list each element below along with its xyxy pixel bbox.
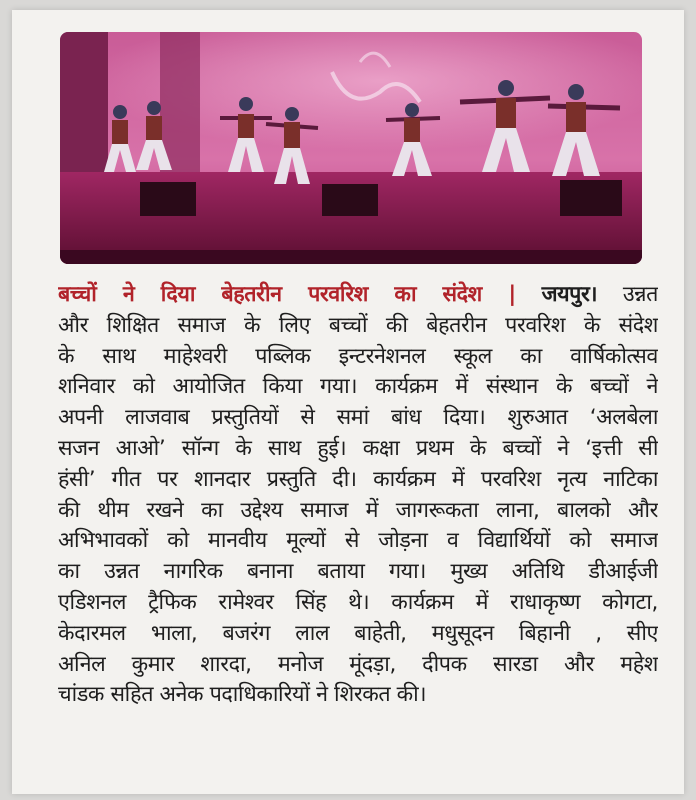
article-line-12: केदारमल भाला, बजरंग लाल बाहेती, मधुसूदन बिहानी , सीए (58, 620, 658, 646)
article-line-4: शनिवार को आयोजित किया गया। कार्यक्रम में संस्थान के बच्चों ने (58, 374, 658, 400)
article-line-1 (58, 280, 658, 311)
headline: बच्चों ने दिया बेहतरीन परवरिश का संदेश | (58, 282, 516, 307)
article-line-11: एडिशनल ट्रैफिक रामेश्वर सिंह थे। कार्यक्रम में राधाकृष्ण कोगटा, (58, 589, 658, 615)
article-line-9: अभिभावकों को मानवीय मूल्यों से जोड़ना व विद्यार्थियों को समाज (58, 528, 658, 554)
newspaper-clipping (12, 10, 684, 794)
article-line-2: और शिक्षित समाज के लिए बच्चों की बेहतरीन परवरिश के संदेश (58, 312, 658, 338)
article-line-6: सजन आओ’ सॉन्ग के साथ हुई। कक्षा प्रथम के बच्चों ने ‘इत्ती सी (58, 435, 658, 461)
article-body (58, 280, 658, 711)
article-line-14: चांडक सहित अनेक पदाधिकारियों ने शिरकत की। (58, 682, 427, 708)
article-line-8: की थीम रखने का उद्देश्य समाज में जागरूकता लाना, बालको और (58, 497, 658, 523)
dateline: जयपुर। (541, 282, 598, 307)
article-line-10: का उन्नत नागरिक बनाना बताया गया। मुख्य अतिथि डीआईजी (58, 559, 658, 585)
article-line-7: हंसी’ गीत पर शानदार प्रस्तुति दी। कार्यक्रम में परवरिश नृत्य नाटिका (58, 466, 658, 492)
article-line-3: के साथ माहेश्वरी पब्लिक इन्टरनेशनल स्कूल का वार्षिकोत्सव (58, 343, 658, 369)
article-line-5: अपनी लाजवाब प्रस्तुतियों से समां बांध दिया। शुरुआत ‘अलबेला (58, 405, 658, 431)
article-text: उन्नत (622, 282, 658, 307)
stage-performance-photo (60, 32, 642, 264)
article-line-13: अनिल कुमार शारदा, मनोज मूंदड़ा, दीपक सारडा और महेश (58, 651, 658, 677)
